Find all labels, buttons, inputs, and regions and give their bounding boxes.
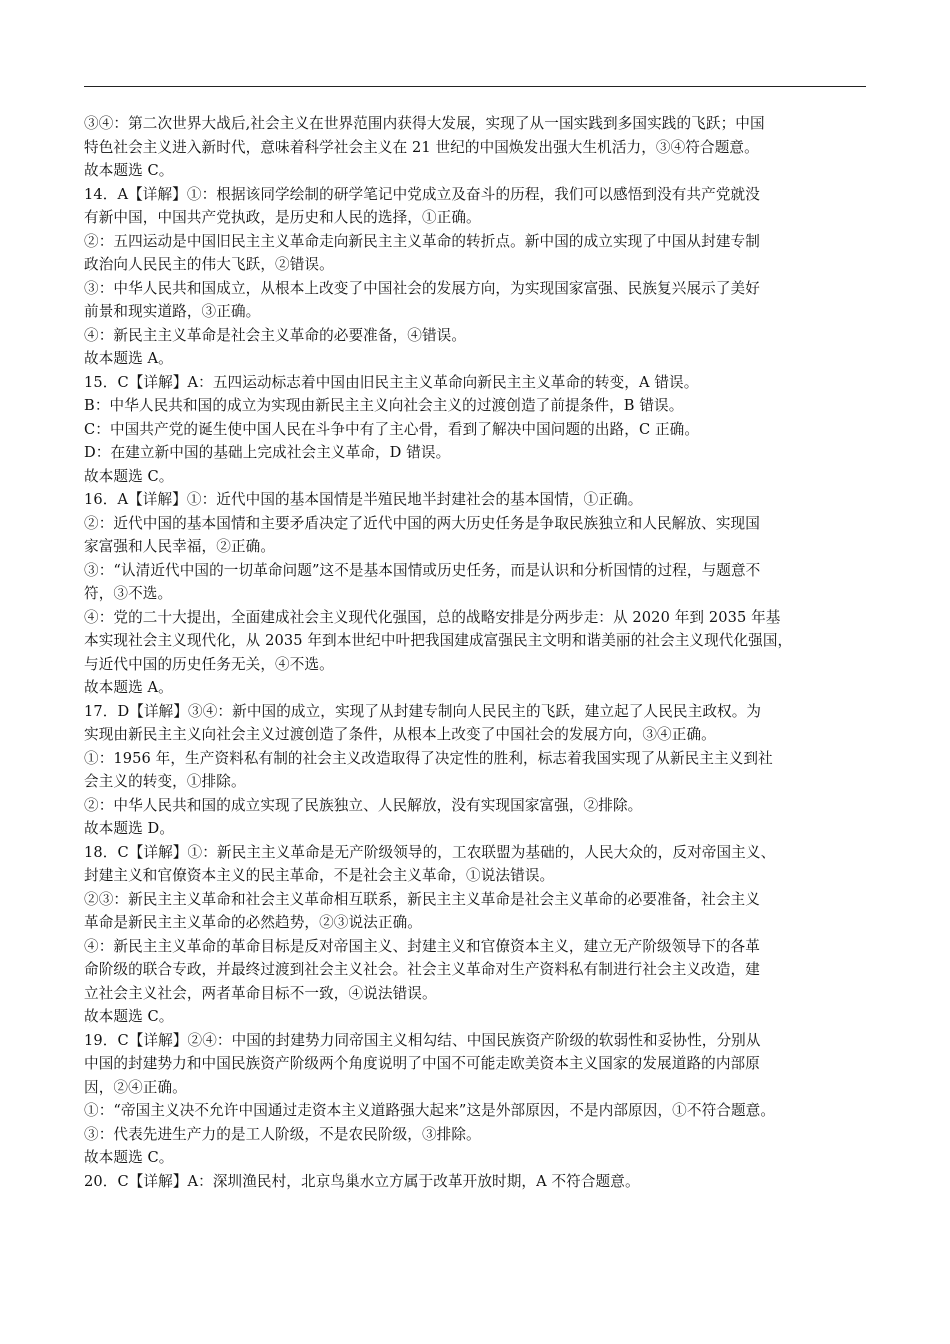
text-line: 前景和现实道路，③正确。	[84, 303, 261, 320]
text-line: B：中华人民共和国的成立为实现由新民主主义向社会主义的过渡创造了前提条件，B 错误。	[84, 397, 684, 414]
text-line: ③：“认清近代中国的一切革命问题”这不是基本国情或历史任务，而是认识和分析国情的过程，与题意不	[84, 561, 761, 579]
text-line: ②：近代中国的基本国情和主要矛盾决定了近代中国的两大历史任务是争取民族独立和人民解放、实现国	[84, 514, 760, 532]
text-line: ③：代表先进生产力的是工人阶级，不是农民阶级，③排除。	[84, 1125, 481, 1143]
text-line: 会主义的转变，①排除。	[84, 773, 246, 790]
header-rule	[84, 86, 866, 87]
question-14-line: 14．A【详解】①：根据该同学绘制的研学笔记中党成立及奋斗的历程，我们可以感悟到没有共产党就没	[84, 185, 760, 203]
text-line: 故本题选 A。	[84, 350, 173, 367]
text-line: 实现由新民主主义向社会主义过渡创造了条件，从根本上改变了中国社会的发展方向，③④正确。	[84, 726, 716, 743]
text-line: 封建主义和官僚资本主义的民主革命，不是社会主义革命，①说法错误。	[84, 867, 555, 884]
text-line: 命阶级的联合专政，并最终过渡到社会主义社会。社会主义革命对生产资料私有制进行社会主义改造，建	[84, 961, 760, 978]
text-line: D：在建立新中国的基础上完成社会主义革命，D 错误。	[84, 444, 451, 461]
text-line: 特色社会主义进入新时代，意味着科学社会主义在 21 世纪的中国焕发出强大生机活力，③④符合题意。	[84, 138, 759, 156]
text-line: 家富强和人民幸福，②正确。	[84, 538, 276, 555]
question-18-line: 18．C【详解】①：新民主主义革命是无产阶级领导的，工农联盟为基础的，人民大众的，反对帝国主义、	[84, 843, 776, 861]
question-20-line: 20．C【详解】A：深圳渔民村，北京鸟巢水立方属于改革开放时期，A 不符合题意。	[84, 1172, 640, 1190]
text-line: 故本题选 A。	[84, 679, 173, 696]
text-line: ②③：新民主主义革命和社会主义革命相互联系，新民主主义革命是社会主义革命的必要准备，社会主义	[84, 890, 760, 908]
text-line: 与近代中国的历史任务无关，④不选。	[84, 655, 334, 673]
text-line: 故本题选 C。	[84, 1008, 174, 1025]
question-17-line: 17．D【详解】③④：新中国的成立，实现了从封建专制向人民民主的飞跃，建立起了人民民主政权。为	[84, 702, 762, 720]
text-line: 故本题选 C。	[84, 467, 174, 485]
text-line: ④：新民主主义革命是社会主义革命的必要准备，④错误。	[84, 326, 467, 344]
text-line: ③：中华人民共和国成立，从根本上改变了中国社会的发展方向，为实现国家富强、民族复兴展示了美好	[84, 279, 760, 297]
text-line: 立社会主义社会，两者革命目标不一致，④说法错误。	[84, 984, 437, 1002]
text-line: ④：新民主主义革命的革命目标是反对帝国主义、封建主义和官僚资本主义，建立无产阶级领导下的各革	[84, 937, 760, 955]
text-line: 故本题选 C。	[84, 162, 174, 179]
text-line: 因，②④正确。	[84, 1078, 187, 1096]
question-16-line: 16．A【详解】①：近代中国的基本国情是半殖民地半封建社会的基本国情，①正确。	[84, 491, 643, 508]
text-line: 本实现社会主义现代化，从 2035 年到本世纪中叶把我国建成富强民主文明和谐美丽的社会主义现代化强国，	[84, 632, 793, 649]
text-line: 符，③不选。	[84, 585, 173, 602]
text-line: ②：中华人民共和国的成立实现了民族独立、人民解放，没有实现国家富强，②排除。	[84, 796, 643, 814]
question-15-line: 15．C【详解】A：五四运动标志着中国由旧民主主义革命向新民主主义革命的转变，A 错误。	[84, 373, 699, 391]
text-line: 中国的封建势力和中国民族资产阶级两个角度说明了中国不可能走欧美资本主义国家的发展道路的内部原	[84, 1055, 760, 1072]
text-line: 故本题选 C。	[84, 1149, 174, 1166]
text-line: C：中国共产党的诞生使中国人民在斗争中有了主心骨，看到了解决中国问题的出路，C 正确。	[84, 420, 700, 438]
question-19-line: 19．C【详解】②④：中国的封建势力同帝国主义相勾结、中国民族资产阶级的软弱性和妥协性，分别从	[84, 1031, 761, 1049]
text-line: 革命是新民主主义革命的必然趋势，②③说法正确。	[84, 914, 422, 931]
text-line: ②：五四运动是中国旧民主主义革命走向新民主主义革命的转折点。新中国的成立实现了中国从封建专制	[84, 232, 760, 250]
text-line: ①：1956 年，生产资料私有制的社会主义改造取得了决定性的胜利，标志着我国实现了从新民主主义到社	[84, 749, 773, 767]
text-line: ④：党的二十大提出，全面建成社会主义现代化强国，总的战略安排是分两步走：从 2020 年到 2035 年基	[84, 608, 781, 626]
text-line: 有新中国，中国共产党执政，是历史和人民的选择，①正确。	[84, 209, 481, 226]
answer-explanations	[84, 112, 866, 1193]
text-line: 政治向人民民主的伟大飞跃，②错误。	[84, 256, 334, 273]
text-line: ③④：第二次世界大战后,社会主义在世界范围内获得大发展，实现了从一国实践到多国实践的飞跃；中国	[84, 115, 765, 132]
text-line: ①：“帝国主义决不允许中国通过走资本主义道路强大起来”这是外部原因，不是内部原因，①不符合题意。	[84, 1102, 776, 1119]
text-line: 故本题选 D。	[84, 820, 175, 837]
